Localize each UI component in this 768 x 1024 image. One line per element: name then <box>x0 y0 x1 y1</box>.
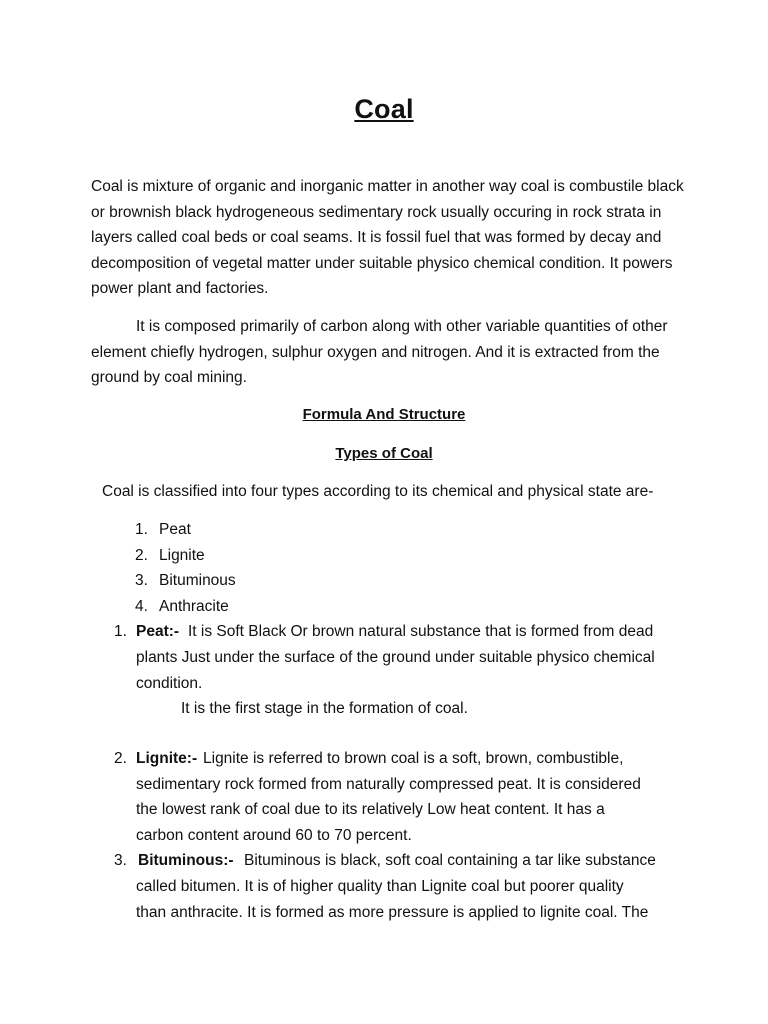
lignite-term: Lignite:- <box>136 750 198 767</box>
list-item-number: 4. <box>135 598 148 615</box>
bituminous-term: Bituminous:- <box>138 852 234 869</box>
heading-formula-structure: Formula And Structure <box>302 406 466 423</box>
page-title: Coal <box>354 94 414 124</box>
heading-types-of-coal: Types of Coal <box>335 445 433 462</box>
section-number: 1. <box>114 623 127 640</box>
peat-term: Peat:- <box>136 623 180 640</box>
section-number: 2. <box>114 750 127 767</box>
lignite-line: Lignite is referred to brown coal is a soft, brown, combustible, <box>203 750 624 767</box>
list-item-label: Anthracite <box>159 598 229 615</box>
peat-stage-note: It is the first stage in the formation of coal. <box>181 700 468 717</box>
lignite-line: sedimentary rock formed from naturally compressed peat. It is considered <box>136 776 641 793</box>
section-number: 3. <box>114 852 127 869</box>
intro-paragraph: Coal is mixture of organic and inorganic matter in another way coal is combustile black or brownish black hydrogeneous sedimentary rock usually occuring in rock strata in layers called coal beds or coal seams. It is fossil fuel that was formed by decay and decomposition of vegetal matter under suitable physico chemical condition. It powers power plant and factories. <box>91 178 684 297</box>
classification-sentence: Coal is classified into four types according to its chemical and physical state are- <box>102 483 654 500</box>
lignite-line: the lowest rank of coal due to its relatively Low heat content. It has a <box>136 801 605 818</box>
bituminous-line: called bitumen. It is of higher quality than Lignite coal but poorer quality <box>136 878 624 895</box>
composition-paragraph: It is composed primarily of carbon along with other variable quantities of other element chiefly hydrogen, sulphur oxygen and nitrogen. And it is extracted from the ground by coal mining. <box>91 318 668 386</box>
list-item-label: Lignite <box>159 547 205 564</box>
list-item-number: 2. <box>135 547 148 564</box>
peat-line: condition. <box>136 675 203 692</box>
list-item-label: Bituminous <box>159 572 236 589</box>
peat-line: It is Soft Black Or brown natural substance that is formed from dead <box>188 623 654 640</box>
bituminous-line: than anthracite. It is formed as more pressure is applied to lignite coal. The <box>136 904 649 921</box>
bituminous-line: Bituminous is black, soft coal containing a tar like substance <box>244 852 656 869</box>
peat-line: plants Just under the surface of the ground under suitable physico chemical <box>136 649 655 666</box>
list-item-number: 3. <box>135 572 148 589</box>
list-item-number: 1. <box>135 521 148 538</box>
lignite-line: carbon content around 60 to 70 percent. <box>136 827 412 844</box>
list-item-label: Peat <box>159 521 191 538</box>
